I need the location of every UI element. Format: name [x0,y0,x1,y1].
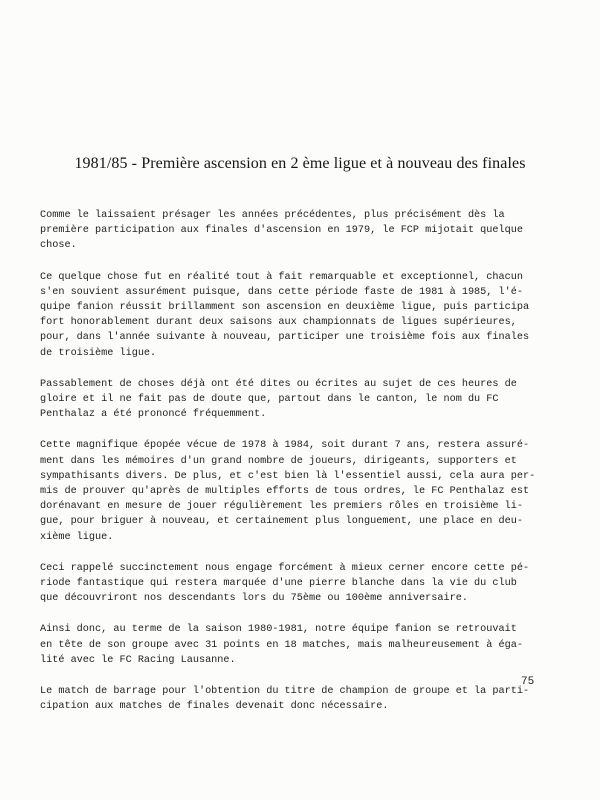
text-line: pour, dans l'année suivante à nouveau, participer une troisième fois aux finales [40,332,530,344]
text-line: Comme le laissaient présager les années précédentes, plus précisément dès la [40,210,505,221]
text-line: sympathisants divers. De plus, et c'est bien là l'essentiel aussi, cela aura per- [40,470,536,482]
text-line: cipation aux matches de finales devenait donc nécessaire. [40,701,389,713]
text-line: quipe fanion réussit brillamment son ascension en deuxième ligue, puis participa [40,302,530,314]
text-line: riode fantastique qui restera marquée d'une pierre blanche dans la vie du club [40,578,517,590]
text-line: en tête de son groupe avec 31 points en 18 matches, mais malheureusement à éga- [40,639,523,651]
text-line: s'en souvient assurément puisque, dans cette période faste de 1981 à 1985, l'é- [40,286,523,298]
paragraph-4 [40,438,560,544]
paragraph-5 [40,561,560,607]
text-line: lité avec le FC Racing Lausanne. [40,654,236,666]
text-line: Le match de barrage pour l'obtention du titre de champion de groupe et la parti- [40,686,530,698]
text-line: chose. [40,240,77,252]
text-line: gue, pour briguer à nouveau, et certainement plus longuement, une place en deu- [40,516,523,528]
body-text [40,208,560,730]
text-line: fort honorablement durant deux saisons aux championnats de ligues supérieures, [40,317,517,329]
paragraph-6 [40,622,560,668]
text-line: ment dans les mémoires d'un grand nombre de joueurs, dirigeants, supporters et [40,455,517,467]
text-line: dorénavant en mesure de jouer régulièrement les premiers rôles en troisième li- [40,501,523,513]
text-line: Penthalaz a été prononcé fréquemment. [40,409,267,421]
text-line: Ce quelque chose fut en réalité tout à fait remarquable et exceptionnel, chacun [40,271,523,283]
text-line: Cette magnifique épopée vécue de 1978 à 1984, soit durant 7 ans, restera assuré- [40,440,530,452]
page-number: 75 [521,676,535,688]
text-line: Ceci rappelé succinctement nous engage forcément à mieux cerner encore cette pé- [40,562,530,574]
paragraph-2 [40,270,560,361]
text-line: de troisième ligue. [40,347,157,359]
text-line: Passablement de choses déjà ont été dites ou écrites au sujet de ces heures de [40,378,517,390]
paragraph-7 [40,684,560,714]
text-line: gloire et il ne fait pas de doute que, partout dans le canton, le nom du FC [40,394,499,406]
text-line: mis de prouver qu'après de multiples efforts de tous ordres, le FC Penthalaz est [40,486,530,498]
paragraph-1 [40,208,560,254]
text-line: que découvriront nos descendants lors du 75ème ou 100ème anniversaire. [40,593,468,605]
section-title: 1981/85 - Première ascension en 2 ème ligue et à nouveau des finales [74,155,526,172]
paragraph-3 [40,377,560,423]
text-line: Ainsi donc, au terme de la saison 1980-1981, notre équipe fanion se retrouvait [40,624,517,636]
text-line: première participation aux finales d'ascension en 1979, le FCP mijotait quelque [40,225,523,237]
text-line: xième ligue. [40,531,114,543]
